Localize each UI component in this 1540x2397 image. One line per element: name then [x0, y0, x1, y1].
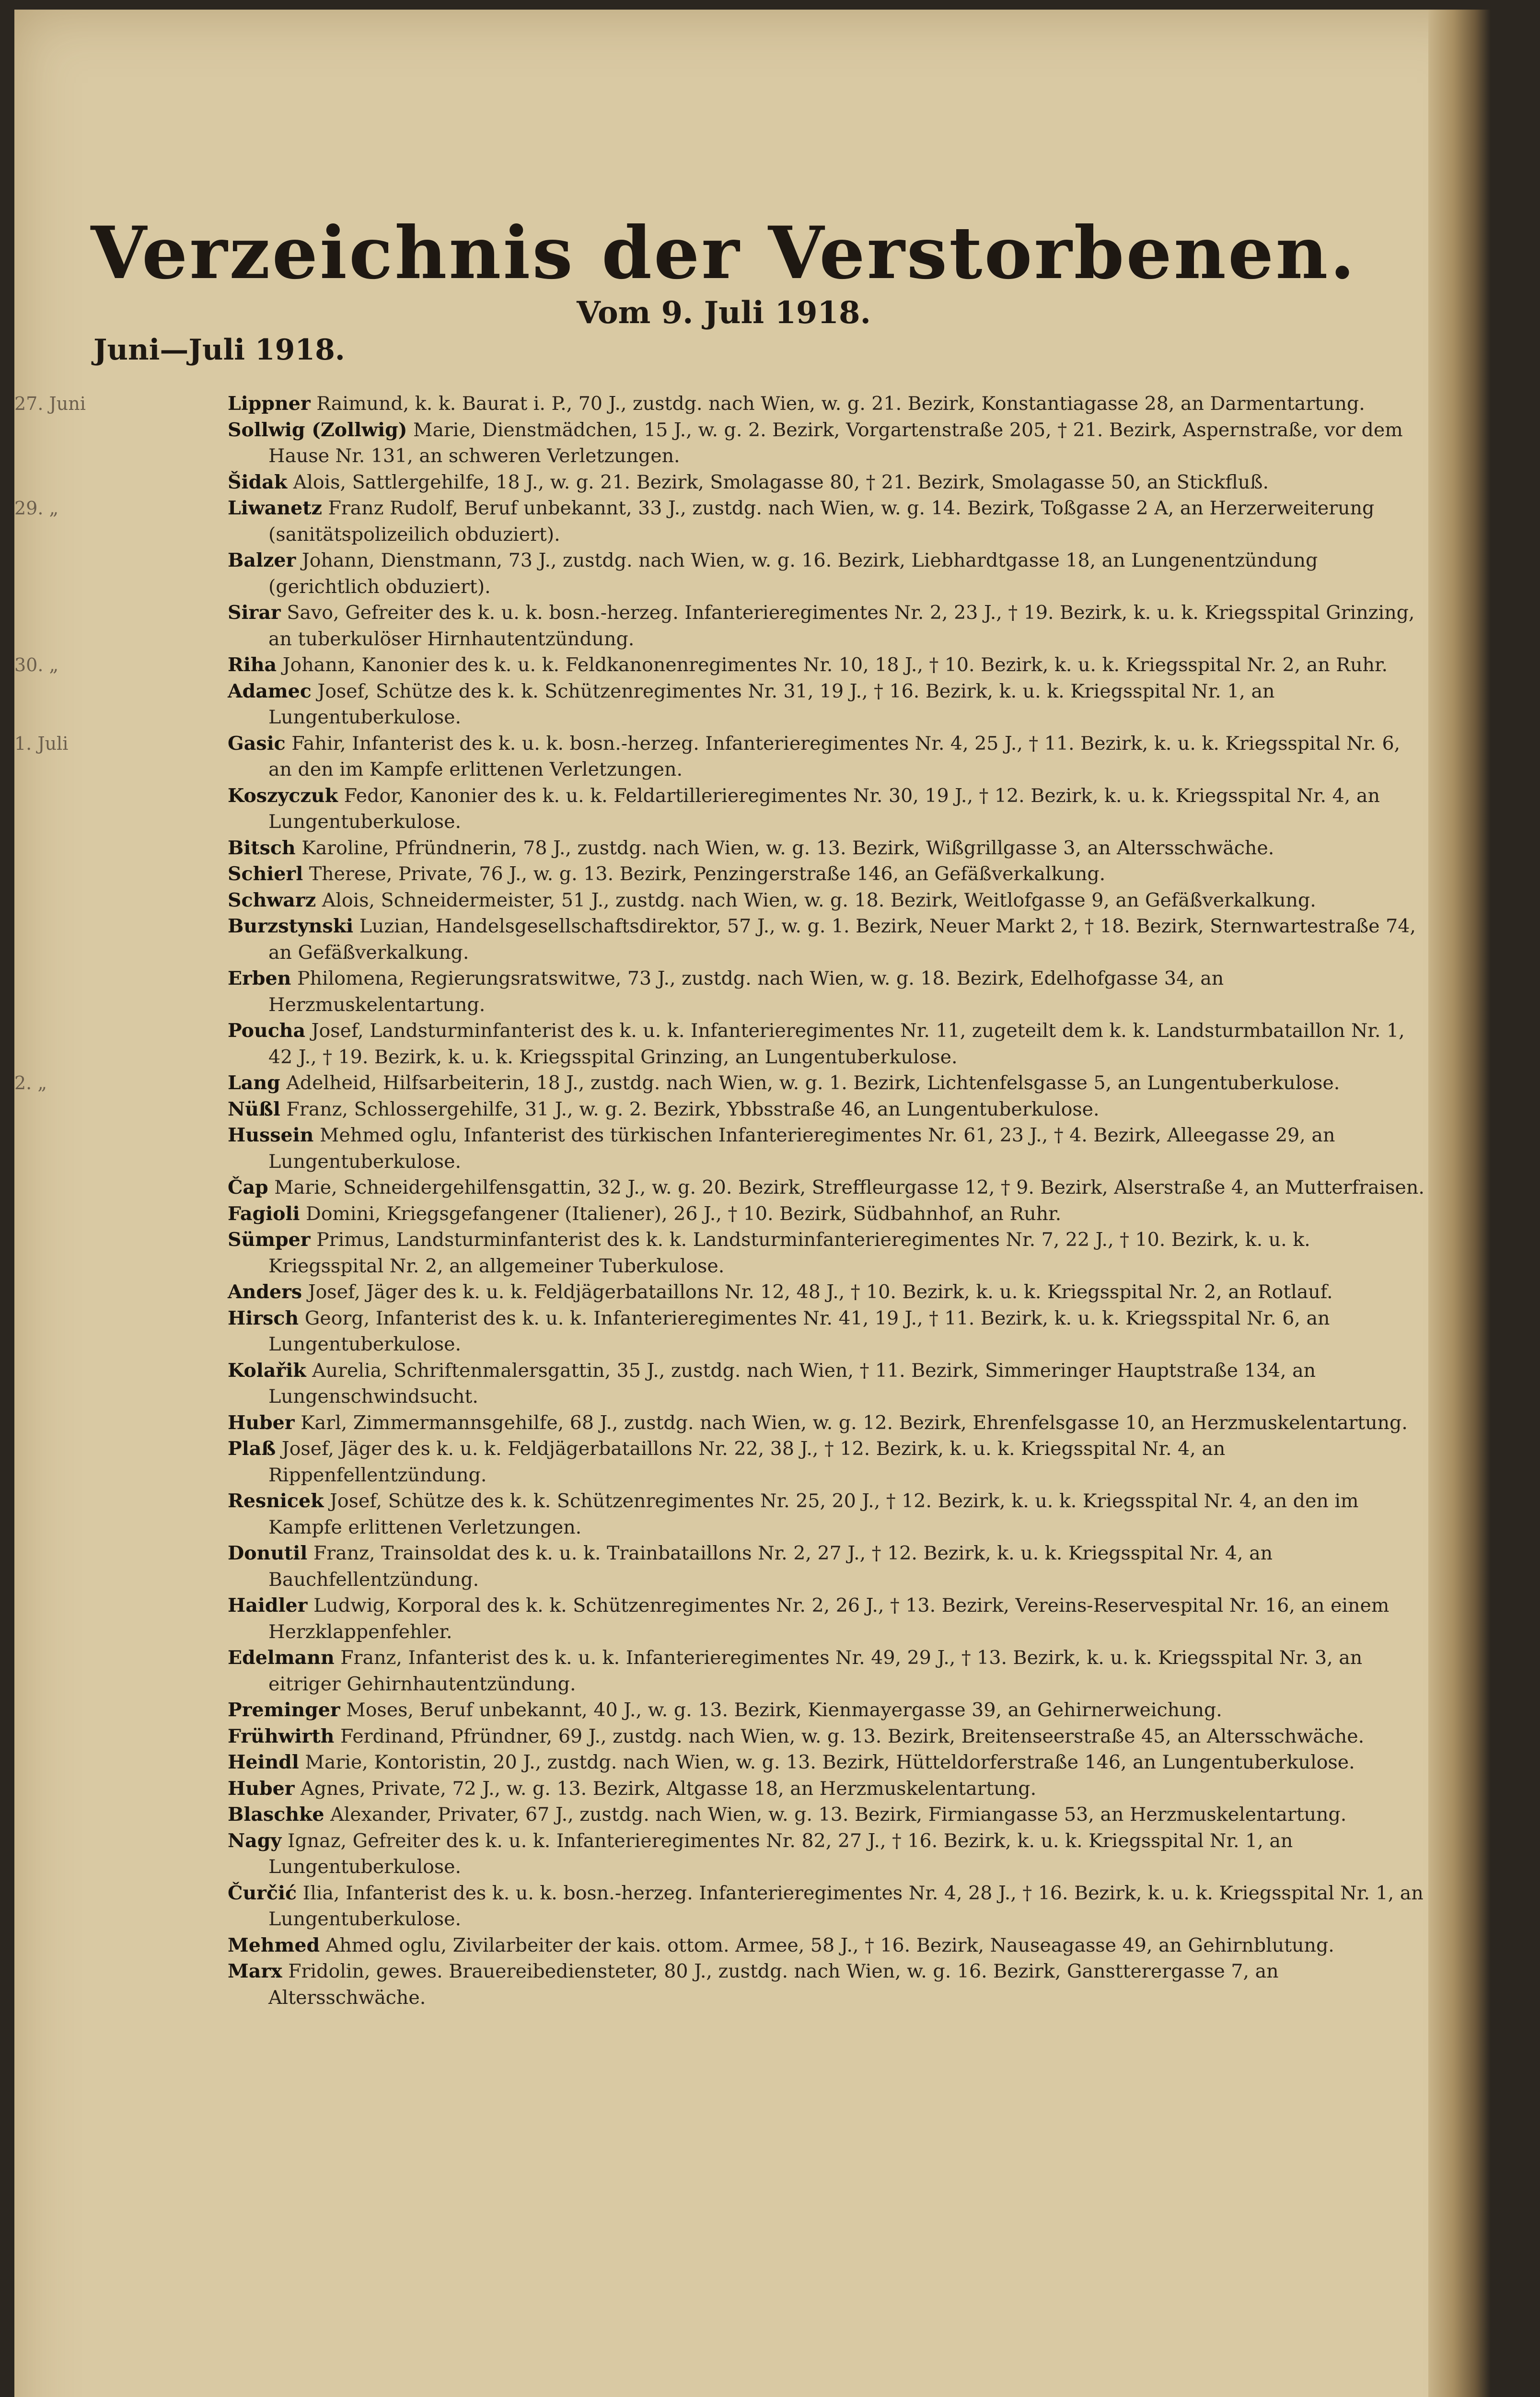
- entry-details: Georg, Infanterist des k. u. k. Infanterieregimentes Nr. 41, 19 J., † 11. Bezirk, k. u. k. Kriegsspital Nr. 6, an Lungentuberkulose.: [268, 1307, 1330, 1355]
- entry-details: Ignaz, Gefreiter des k. u. k. Infanterieregimentes Nr. 82, 27 J., † 16. Bezirk, k. u. k. Kriegsspital Nr. 1, an Lungentuberkulose.: [268, 1829, 1293, 1878]
- entry-surname: Nüßl: [228, 1098, 280, 1120]
- entry-details: Fahir, Infanterist des k. u. k. bosn.-herzeg. Infanterieregimentes Nr. 4, 25 J., † 11. Bezirk, k. u. k. Kriegsspital Nr. 6, an den im Kampfe erlittenen Verletzungen.: [268, 732, 1401, 780]
- list-item: [14, 391, 1428, 417]
- list-item: [228, 835, 1428, 861]
- entry-surname: Marx: [228, 1960, 282, 1982]
- list-item: [228, 1018, 1428, 1070]
- list-item: [228, 966, 1428, 1018]
- list-item: [14, 652, 1428, 678]
- entry-date: 1. Juli: [14, 733, 69, 754]
- entry-details: Domini, Kriegsgefangener (Italiener), 26 J., † 10. Bezirk, Südbahnhof, an Ruhr.: [306, 1202, 1062, 1225]
- list-item: [228, 1096, 1428, 1123]
- list-item: [228, 1723, 1428, 1750]
- entry-surname: Erben: [228, 967, 291, 989]
- entry-surname: Donutil: [228, 1542, 308, 1564]
- list-item: [228, 1358, 1428, 1410]
- page-title: Verzeichnis der Verstorbenen.: [91, 211, 1357, 295]
- entry-surname: Preminger: [228, 1699, 340, 1721]
- entry-details: Fedor, Kanonier des k. u. k. Feldartillerieregimentes Nr. 30, 19 J., † 12. Bezirk, k. u. k. Kriegsspital Nr. 4, an Lungentuberkulose.: [268, 784, 1380, 833]
- entry-details: Marie, Schneidergehilfensgattin, 32 J., w. g. 20. Bezirk, Streffleurgasse 12, † 9. Bezirk, Alserstraße 4, an Mutterfraisen.: [274, 1176, 1424, 1198]
- list-item: [228, 1227, 1428, 1279]
- list-item: [228, 1802, 1428, 1828]
- list-item: [228, 1645, 1428, 1697]
- list-item: [228, 1880, 1428, 1932]
- entry-surname: Gasic: [228, 732, 286, 755]
- entry-details: Franz, Schlossergehilfe, 31 J., w. g. 2. Bezirk, Ybbsstraße 46, an Lungentuberkulose.: [286, 1098, 1100, 1120]
- page-binding-edge: [1428, 10, 1491, 2397]
- entry-surname: Liwanetz: [228, 497, 322, 519]
- list-item: [228, 600, 1428, 652]
- entry-surname: Čurčić: [228, 1882, 297, 1904]
- issue-date: Vom 9. Juli 1918.: [577, 295, 871, 331]
- list-item: [228, 1279, 1428, 1305]
- entry-details: Marie, Kontoristin, 20 J., zustdg. nach Wien, w. g. 13. Bezirk, Hütteldorferstraße 146, an Lungentuberkulose.: [305, 1751, 1355, 1773]
- entry-details: Therese, Private, 76 J., w. g. 13. Bezirk, Penzingerstraße 146, an Gefäßverkalkung.: [309, 863, 1106, 885]
- entry-details: Fridolin, gewes. Brauereibediensteter, 80 J., zustdg. nach Wien, w. g. 16. Bezirk, Ganstterergasse 7, an Altersschwäche.: [268, 1960, 1279, 2009]
- period-label: Juni—Juli 1918.: [93, 333, 345, 367]
- entry-details: Josef, Jäger des k. u. k. Feldjägerbataillons Nr. 22, 38 J., † 12. Bezirk, k. u. k. Kriegsspital Nr. 4, an Rippenfellentzündung.: [268, 1438, 1226, 1486]
- entry-surname: Burzstynski: [228, 915, 354, 937]
- entry-surname: Balzer: [228, 549, 296, 571]
- entry-details: Ilia, Infanterist des k. u. k. bosn.-herzeg. Infanterieregimentes Nr. 4, 28 J., † 16. Bezirk, k. u. k. Kriegsspital Nr. 1, an Lungentuberkulose.: [268, 1882, 1424, 1930]
- list-item: [228, 469, 1428, 496]
- entry-surname: Sümper: [228, 1229, 311, 1251]
- entry-details: Ludwig, Korporal des k. k. Schützenregimentes Nr. 2, 26 J., † 13. Bezirk, Vereins-Reservespital Nr. 16, an einem Herzklappenfehler.: [268, 1594, 1389, 1643]
- entry-surname: Plaß: [228, 1438, 276, 1460]
- list-item: [228, 1201, 1428, 1227]
- entry-details: Aurelia, Schriftenmalersgattin, 35 J., zustdg. nach Wien, † 11. Bezirk, Simmeringer Hauptstraße 134, an Lungenschwindsucht.: [268, 1359, 1316, 1408]
- entry-details: Josef, Landsturminfanterist des k. u. k. Infanterieregimentes Nr. 11, zugeteilt dem k. k. Landsturmbataillon Nr. 1, 42 J., † 19. Bezirk, k. u. k. Kriegsspital Grinzing, an Lungentuberkulose.: [268, 1020, 1405, 1068]
- list-item: [228, 1410, 1428, 1436]
- entry-details: Philomena, Regierungsratswitwe, 73 J., zustdg. nach Wien, w. g. 18. Bezirk, Edelhofgasse 34, an Herzmuskelentartung.: [268, 967, 1224, 1016]
- entry-surname: Hussein: [228, 1124, 314, 1146]
- entry-details: Marie, Dienstmädchen, 15 J., w. g. 2. Bezirk, Vorgartenstraße 205, † 21. Bezirk, Aspernstraße, vor dem Hause Nr. 131, an schweren Verletzungen.: [268, 419, 1403, 467]
- entry-surname: Blaschke: [228, 1804, 324, 1826]
- list-item: [228, 1488, 1428, 1540]
- entry-details: Agnes, Private, 72 J., w. g. 13. Bezirk, Altgasse 18, an Herzmuskelentartung.: [301, 1777, 1037, 1800]
- entry-surname: Fagioli: [228, 1202, 300, 1225]
- entry-surname: Frühwirth: [228, 1725, 335, 1747]
- list-item: [228, 1175, 1428, 1201]
- entry-date: 30. „: [14, 654, 59, 675]
- entry-surname: Adamec: [228, 680, 312, 702]
- entry-details: Luzian, Handelsgesellschaftsdirektor, 57 J., w. g. 1. Bezirk, Neuer Markt 2, † 18. Bezirk, Sternwartestraße 74, an Gefäßverkalkung.: [268, 915, 1416, 964]
- entry-surname: Heindl: [228, 1751, 299, 1773]
- entry-surname: Edelmann: [228, 1647, 335, 1669]
- entry-details: Karoline, Pfründnerin, 78 J., zustdg. nach Wien, w. g. 13. Bezirk, Wißgrillgasse 3, an Altersschwäche.: [301, 837, 1274, 859]
- list-item: [228, 1122, 1428, 1175]
- entry-surname: Schwarz: [228, 889, 316, 911]
- entry-surname: Nagy: [228, 1829, 282, 1852]
- entry-details: Franz, Trainsoldat des k. u. k. Trainbataillons Nr. 2, 27 J., † 12. Bezirk, k. u. k. Kriegsspital Nr. 4, an Bauchfellentzündung.: [268, 1542, 1273, 1591]
- entry-details: Alois, Schneidermeister, 51 J., zustdg. nach Wien, w. g. 18. Bezirk, Weitlofgasse 9, an Gefäßverkalkung.: [322, 889, 1316, 911]
- entry-surname: Riha: [228, 654, 277, 676]
- entry-surname: Hirsch: [228, 1307, 299, 1329]
- entry-surname: Lang: [228, 1072, 280, 1094]
- entry-surname: Haidler: [228, 1594, 308, 1617]
- entry-surname: Anders: [228, 1281, 302, 1303]
- entry-details: Savo, Gefreiter des k. u. k. bosn.-herzeg. Infanterieregimentes Nr. 2, 23 J., † 19. Bezirk, k. u. k. Kriegsspital Grinzing, an tuberkulöser Hirnhautentzündung.: [268, 602, 1415, 650]
- list-item: [228, 1749, 1428, 1776]
- entry-surname: Schierl: [228, 863, 303, 885]
- entry-details: Josef, Jäger des k. u. k. Feldjägerbataillons Nr. 12, 48 J., † 10. Bezirk, k. u. k. Kriegsspital Nr. 2, an Rotlauf.: [308, 1281, 1333, 1303]
- entry-surname: Koszyczuk: [228, 784, 338, 807]
- entry-details: Franz, Infanterist des k. u. k. Infanterieregimentes Nr. 49, 29 J., † 13. Bezirk, k. u. k. Kriegsspital Nr. 3, an eitriger Gehirnhautentzündung.: [268, 1647, 1363, 1695]
- entry-details: Adelheid, Hilfsarbeiterin, 18 J., zustdg. nach Wien, w. g. 1. Bezirk, Lichtenfelsgasse 5, an Lungentuberkulose.: [286, 1072, 1340, 1094]
- entry-details: Josef, Schütze des k. k. Schützenregimentes Nr. 31, 19 J., † 16. Bezirk, k. u. k. Kriegsspital Nr. 1, an Lungentuberkulose.: [268, 680, 1275, 728]
- entry-details: Johann, Kanonier des k. u. k. Feldkanonenregimentes Nr. 10, 18 J., † 10. Bezirk, k. u. k. Kriegsspital Nr. 2, an Ruhr.: [282, 654, 1388, 676]
- list-item: [228, 547, 1428, 600]
- entry-surname: Kolařik: [228, 1359, 306, 1382]
- list-item: [228, 1305, 1428, 1358]
- entry-details: Ahmed oglu, Zivilarbeiter der kais. ottom. Armee, 58 J., † 16. Bezirk, Nauseagasse 49, an Gehirnblutung.: [325, 1934, 1334, 1956]
- entry-details: Mehmed oglu, Infanterist des türkischen Infanterieregimentes Nr. 61, 23 J., † 4. Bezirk, Alleegasse 29, an Lungentuberkulose.: [268, 1124, 1335, 1173]
- list-item: [14, 495, 1428, 547]
- entry-details: Alois, Sattlergehilfe, 18 J., w. g. 21. Bezirk, Smolagasse 80, † 21. Bezirk, Smolagasse 50, an Stickfluß.: [293, 471, 1269, 493]
- entry-surname: Sirar: [228, 602, 281, 624]
- entry-surname: Lippner: [228, 393, 311, 415]
- list-item: [228, 1932, 1428, 1959]
- entry-details: Karl, Zimmermannsgehilfe, 68 J., zustdg. nach Wien, w. g. 12. Bezirk, Ehrenfelsgasse 10, an Herzmuskelentartung.: [301, 1411, 1408, 1434]
- entry-surname: Huber: [228, 1777, 295, 1800]
- list-item: [228, 783, 1428, 835]
- list-item: [228, 1593, 1428, 1645]
- entry-date: 29. „: [14, 498, 59, 519]
- list-item: [228, 417, 1428, 469]
- list-item: [228, 1436, 1428, 1488]
- entry-date: 27. Juni: [14, 393, 86, 414]
- entry-surname: Huber: [228, 1411, 295, 1434]
- list-item: [228, 1776, 1428, 1802]
- entry-surname: Bitsch: [228, 837, 296, 859]
- entry-date: 2. „: [14, 1072, 47, 1094]
- entry-details: Josef, Schütze des k. k. Schützenregimentes Nr. 25, 20 J., † 12. Bezirk, k. u. k. Kriegsspital Nr. 4, an den im Kampfe erlittenen Verletzungen.: [268, 1490, 1359, 1538]
- entry-surname: Mehmed: [228, 1934, 320, 1956]
- list-item: [228, 1540, 1428, 1593]
- entry-surname: Čap: [228, 1176, 268, 1198]
- entry-details: Ferdinand, Pfründner, 69 J., zustdg. nach Wien, w. g. 13. Bezirk, Breitenseerstraße 45, an Altersschwäche.: [340, 1725, 1365, 1747]
- deceased-list: [14, 391, 1428, 2011]
- entry-details: Raimund, k. k. Baurat i. P., 70 J., zustdg. nach Wien, w. g. 21. Bezirk, Konstantiagasse 28, an Darmentartung.: [316, 393, 1365, 415]
- entry-details: Primus, Landsturminfanterist des k. k. Landsturminfanterieregimentes Nr. 7, 22 J., † 10. Bezirk, k. u. k. Kriegsspital Nr. 2, an allgemeiner Tuberkulose.: [268, 1229, 1310, 1277]
- list-item: [228, 913, 1428, 966]
- list-item: [228, 861, 1428, 887]
- entry-surname: Šidak: [228, 471, 288, 493]
- entry-surname: Poucha: [228, 1020, 306, 1042]
- list-item: [228, 1958, 1428, 2011]
- list-item: [14, 731, 1428, 783]
- list-item: [228, 678, 1428, 731]
- entry-details: Alexander, Privater, 67 J., zustdg. nach Wien, w. g. 13. Bezirk, Firmiangasse 53, an Herzmuskelentartung.: [330, 1804, 1347, 1826]
- list-item: [228, 1697, 1428, 1723]
- list-item: [228, 887, 1428, 914]
- list-item: [14, 1070, 1428, 1096]
- entry-surname: Sollwig (Zollwig): [228, 419, 407, 441]
- entry-details: Moses, Beruf unbekannt, 40 J., w. g. 13. Bezirk, Kienmayergasse 39, an Gehirnerweichung.: [346, 1699, 1222, 1721]
- list-item: [228, 1828, 1428, 1880]
- entry-details: Franz Rudolf, Beruf unbekannt, 33 J., zustdg. nach Wien, w. g. 14. Bezirk, Toßgasse 2 A, an Herzerweiterung (sanitätspolizeilich obduziert).: [268, 497, 1375, 546]
- entry-surname: Resnicek: [228, 1490, 324, 1512]
- register-page: [14, 10, 1491, 2397]
- entry-details: Johann, Dienstmann, 73 J., zustdg. nach Wien, w. g. 16. Bezirk, Liebhardtgasse 18, an Lungenentzündung (gerichtlich obduziert).: [268, 549, 1318, 598]
